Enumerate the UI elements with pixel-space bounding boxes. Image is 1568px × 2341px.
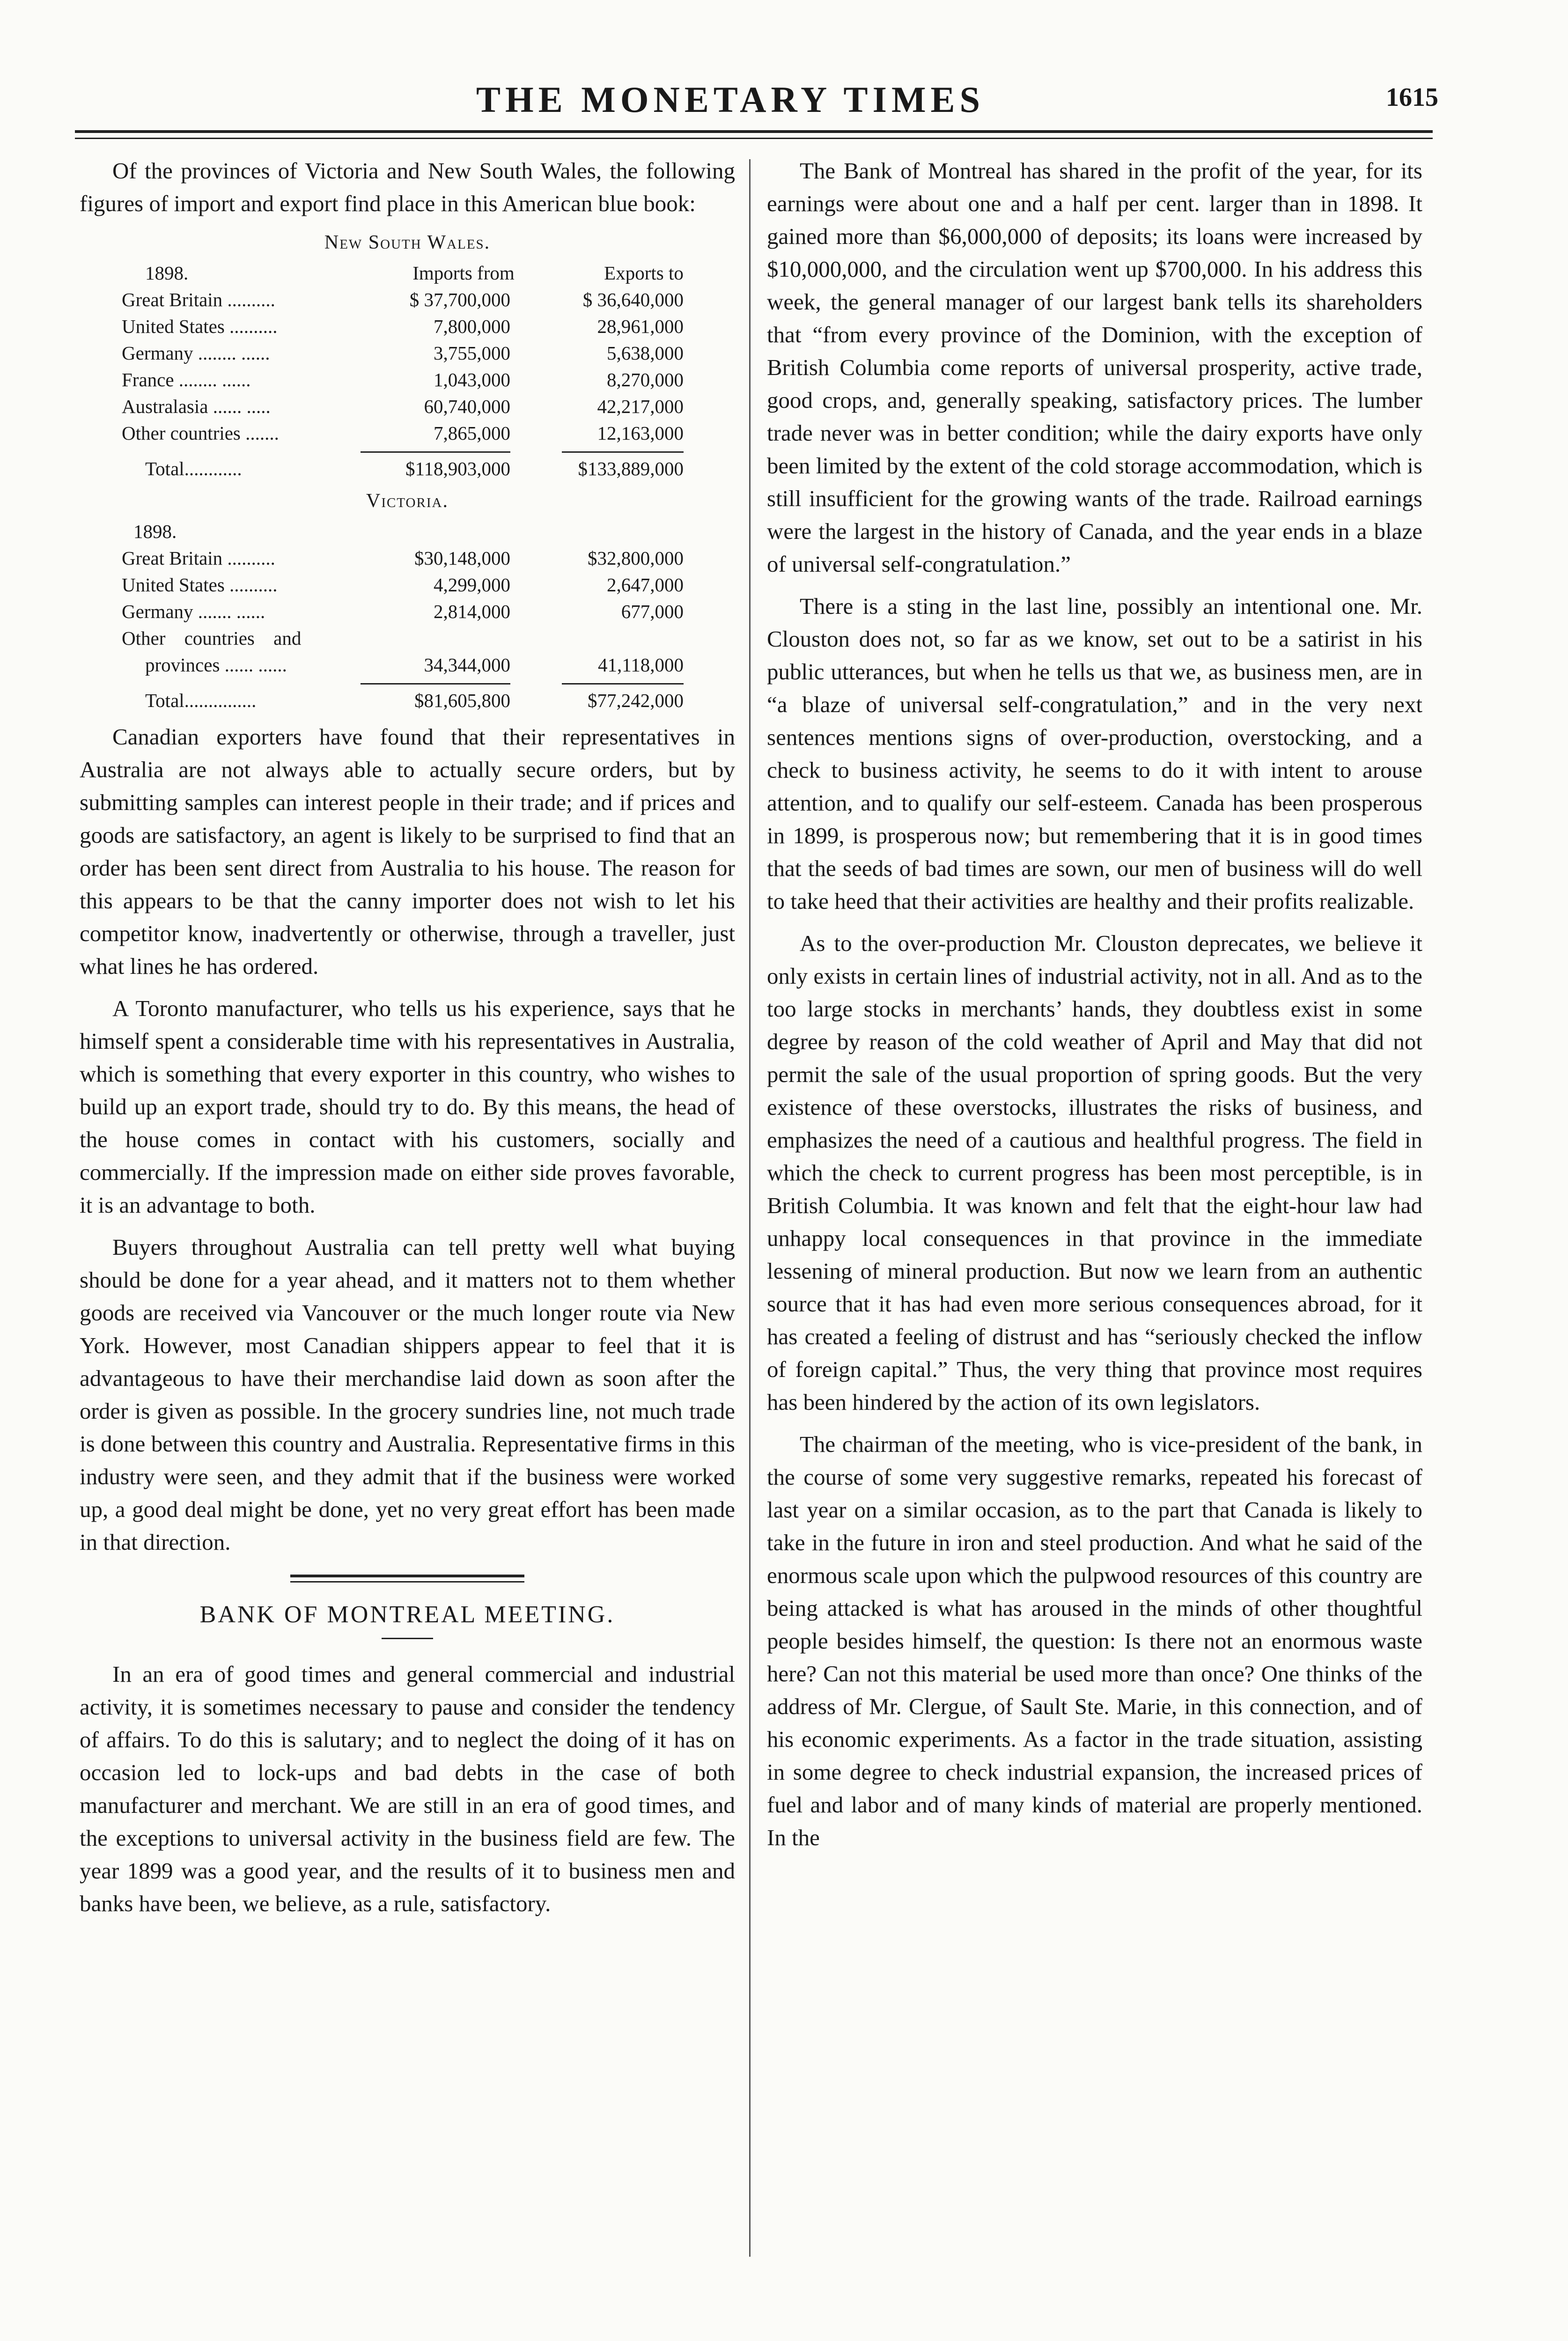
exports-cell: 12,163,000 [597, 422, 684, 444]
imports-cell: 34,344,000 [424, 654, 510, 676]
imports-header: Imports from [412, 262, 515, 284]
total-row [80, 456, 735, 482]
exports-header: Exports to [604, 262, 684, 284]
page-number: 1615 [1386, 83, 1438, 112]
exports-cell: 677,000 [621, 601, 684, 622]
total-label: Total............ [145, 458, 242, 479]
country-cell: United States .......... [122, 574, 278, 596]
exports-cell: 42,217,000 [597, 396, 684, 417]
imports-cell: 3,755,000 [434, 342, 510, 364]
table-row [80, 367, 735, 393]
vic-year: 1898. [133, 521, 177, 542]
total-exports: $77,242,000 [588, 690, 684, 711]
vic-year-row [80, 518, 735, 545]
body-paragraph: The chairman of the meeting, who is vice-president of the bank, in the course of some very suggestive remarks, repeated his forecast of last year on a similar occasion, as to the part that Canada is likely to take in the future in iron and steel production. And what he said of the enormous scale upon which the pulpwood resources of this country are being attacked is what has aroused in the minds of other thoughtful people besides himself, the question: Is there not an enormous waste here? Can not this material be used more than once? One thinks of the address of Mr. Clergue, of Sault Ste. Marie, in this connection, and of his economic experiments. As a factor in the trade situation, assisting in some degree to check industrial expansion, the increased prices of fuel and labor and of many kinds of material are properly mentioned. In the [767, 1431, 1422, 1850]
table-row [80, 545, 735, 572]
country-cell: provinces ...... ...... [145, 654, 287, 676]
imports-cell: 2,814,000 [434, 601, 510, 622]
country-cell: United States .......... [122, 316, 278, 337]
table-row [80, 420, 735, 447]
total-label: Total............... [145, 690, 257, 711]
right-column [767, 155, 1422, 1863]
page-header-title: THE MONETARY TIMES [476, 79, 985, 120]
body-paragraph: As to the over-production Mr. Clouston deprecates, we believe it only exists in certain lines of industrial activity, not in all. And as to the too large stocks in merchants’ hands, they doubtless exist in some degree by reason of the cold weather of April and May that did not permit the sale of the usual proportion of spring goods. But the very existence of these overstocks, illustrates the risks of business, and emphasizes the need of a cautious and healthful progress. The field in which the check to current progress has been most perceptible, is in British Columbia. It was known and felt that the eight-hour law had unhappy local consequences in that province in the immediate lessening of mineral production. But now we learn from an authentic source that it has had even more serious consequences abroad, for it has created a feeling of distrust and has “seriously checked the inflow of foreign capital.” Thus, the very thing that province most requires has been hindered by the action of its own legislators. [767, 930, 1422, 1415]
section-heading: BANK OF MONTREAL MEETING. [199, 1601, 615, 1628]
vic-caption: Victoria. [366, 490, 449, 512]
table-header-row [80, 260, 735, 287]
left-column [80, 155, 735, 1929]
exports-cell: 28,961,000 [597, 316, 684, 337]
exports-cell: 41,118,000 [598, 654, 684, 676]
table-row [80, 287, 735, 313]
country-cell: Great Britain .......... [122, 547, 275, 569]
total-row [80, 687, 735, 714]
header-rule-thin [75, 138, 1433, 139]
country-cell: Germany ........ ...... [122, 342, 270, 364]
header-rule-thick [75, 130, 1433, 133]
exports-cell: $ 36,640,000 [582, 289, 684, 310]
year-header: 1898. [145, 262, 189, 284]
body-paragraph: A Toronto manufacturer, who tells us his experience, says that he himself spent a considerable time with his representatives in Australia, which is something that every exporter in this country, who wishes to build up an export trade, should try to do. By this means, the head of the house comes in contact with his customers, socially and commercially. If the impression made on either side proves favorable, it is an advantage to both. [80, 995, 735, 1218]
country-cell: Other countries and [122, 627, 302, 649]
body-paragraph: In an era of good times and general commercial and industrial activity, it is sometimes necessary to pause and consider the tendency of affairs. To do this is salutary; and to neglect the doing of it has on occasion led to lock-ups and bad debts in the case of both manufacturer and merchant. We are still in an era of good times, and the exceptions to universal activity in the business field are few. The year 1899 was a good year, and the results of it to business men and banks have been, we believe, as a rule, satisfactory. [80, 1661, 735, 1916]
exports-cell: 8,270,000 [607, 369, 684, 390]
total-exports: $133,889,000 [578, 458, 684, 479]
country-cell: Other countries ....... [122, 422, 279, 444]
imports-cell: $ 37,700,000 [409, 289, 510, 310]
country-cell: France ........ ...... [122, 369, 251, 390]
total-imports: $118,903,000 [405, 458, 510, 479]
imports-cell: 7,865,000 [434, 422, 510, 444]
total-imports: $81,605,800 [414, 690, 510, 711]
table-row [80, 652, 735, 678]
imports-cell: 4,299,000 [434, 574, 510, 596]
table-row [80, 598, 735, 625]
intro-paragraph: Of the provinces of Victoria and New South Wales, the following figures of import and export find place in this American blue book: [80, 158, 735, 216]
table-row [80, 340, 735, 367]
nsw-caption: New South Wales. [324, 232, 491, 253]
column-divider [749, 159, 751, 2257]
total-rule [80, 451, 735, 453]
table-row [80, 393, 735, 420]
total-rule [80, 683, 735, 685]
exports-cell: 2,647,000 [607, 574, 684, 596]
exports-cell: $32,800,000 [588, 547, 684, 569]
imports-cell: $30,148,000 [414, 547, 510, 569]
nsw-trade-table [80, 229, 735, 714]
body-paragraph: The Bank of Montreal has shared in the profit of the year, for its earnings were about one and a half per cent. larger than in 1898. It gained more than $6,000,000 of deposits; its loans were increased by $10,000,000, and the circulation went up $700,000. In his address this week, the general manager of our largest bank tells its shareholders that “from every province of the Dominion, with the exception of British Columbia come reports of universal prosperity, active trade, good crops, and, generally speaking, satisfactory prices. The lumber trade never was in better condition; while the dairy exports have only been limited by the extent of the cold storage accommodation, which is still insufficient for the growing wants of the trade. Railroad earnings were the largest in the history of Canada, and the year ends in a blaze of universal self-congratulation.” [767, 158, 1422, 577]
heading-underline [382, 1638, 433, 1639]
country-cell: Great Britain .......... [122, 289, 275, 310]
table-row [80, 313, 735, 340]
table-row [80, 625, 735, 652]
exports-cell: 5,638,000 [607, 342, 684, 364]
country-cell: Germany ....... ...... [122, 601, 265, 622]
table-row [80, 572, 735, 598]
imports-cell: 1,043,000 [434, 369, 510, 390]
imports-cell: 7,800,000 [434, 316, 510, 337]
imports-cell: 60,740,000 [424, 396, 510, 417]
body-paragraph: Canadian exporters have found that their representatives in Australia are not always able to actually secure orders, but by submitting samples can interest people in their trade; and if prices and goods are satisfactory, an agent is likely to be surprised to find that an order has been sent direct from Australia to his house. The reason for this appears to be that the canny importer does not wish to let his competitor know, inadvertently or otherwise, through a traveller, just what lines he has ordered. [80, 724, 735, 979]
section-separator [290, 1575, 524, 1583]
body-paragraph: There is a sting in the last line, possibly an intentional one. Mr. Clouston does not, so far as we know, set out to be a satirist in his public utterances, but when he tells us that we, as business men, are in “a blaze of universal self-congratulation,” and in the very next sentences mentions signs of over-production, overstocking, and a check to business activity, he seems to do it with intent to arouse attention, and to qualify our self-esteem. Canada has been prosperous in 1899, is prosperous now; but remembering that it is in good times that the seeds of bad times are sown, our men of business will do well to take heed that their activities are healthy and their profits realizable. [767, 593, 1422, 914]
body-paragraph: Buyers throughout Australia can tell pretty well what buying should be done for a year ahead, and it matters not to them whether goods are received via Vancouver or the much longer route via New York. However, most Canadian shippers appear to feel that it is advantageous to have their merchandise laid down as soon after the order is given as possible. In the grocery sundries line, not much trade is done between this country and Australia. Representative firms in this industry were seen, and they admit that if the business were worked up, a good deal might be done, yet no very great effort has been made in that direction. [80, 1234, 735, 1555]
country-cell: Australasia ...... ..... [122, 396, 271, 417]
